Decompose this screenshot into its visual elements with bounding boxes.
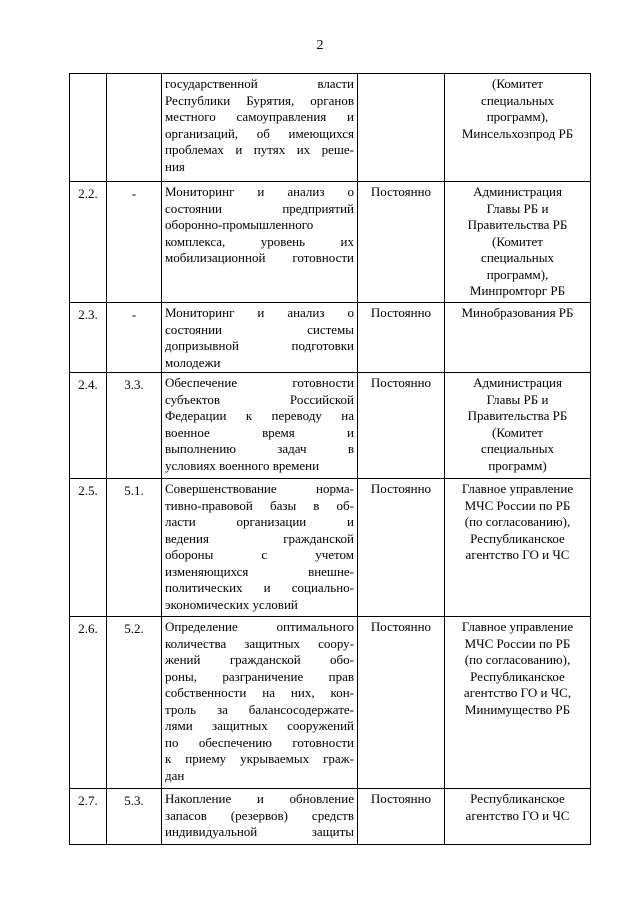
responsible-party-line: (Комитет [492,424,543,440]
description-line: Накопление и обновление [165,791,354,806]
description-line: проблемах и путях их реше- [165,142,354,157]
responsible-party-cell [445,74,591,182]
description-line: Мониторинг и анализ о [165,305,354,320]
description-line: оборонно-промышленного [165,217,314,232]
description-line: ведения гражданской [165,530,354,546]
responsible-party-cell [445,303,591,373]
reference-number-cell: - [107,303,162,373]
description-line: условиях военного времени [165,457,320,473]
description-line: политических и социально- [165,580,354,595]
responsible-party-line: программ), [486,109,549,124]
table-row [70,182,591,303]
description-line: Определение оптимального [165,619,354,634]
responsible-party-line: специальных [481,250,554,265]
description-line: обороны с учетом [165,547,354,562]
plan-table [69,73,591,845]
deadline-cell: Постоянно [358,182,445,303]
responsible-party-line: Администрация [473,184,562,199]
deadline-cell [358,74,445,182]
responsible-party-line: Минпромторг РБ [469,283,566,298]
description-line: жений гражданской обо- [165,652,354,667]
description-line: экономических условий [165,596,298,612]
description-line: запасов (резервов) средств [165,807,354,823]
responsible-party-line: агентство ГО и ЧС, [463,685,572,700]
reference-number-cell: 3.3. [107,373,162,479]
description-line: местного самоуправления и [165,109,354,124]
table-row [70,74,591,182]
table-row [70,373,591,479]
table-row [70,617,591,789]
responsible-party-cell [445,373,591,479]
responsible-party-line: Главы РБ и [486,200,549,216]
responsible-party-line: МЧС России по РБ [464,497,571,513]
description-line: индивидуальной защиты [165,824,354,839]
responsible-party-line: Минимущество РБ [464,701,571,717]
activity-description-cell [162,617,358,789]
responsible-party-cell [445,479,591,617]
row-number-cell: 2.7. [70,789,107,845]
responsible-party-line: Республиканское [470,530,565,546]
deadline-cell: Постоянно [358,789,445,845]
reference-number-cell: 5.3. [107,789,162,845]
description-line: ния [165,158,185,174]
responsible-party-line: (Комитет [492,76,543,91]
description-line: количества защитных соору- [165,635,354,651]
description-line: выполнению задач в [165,441,354,456]
description-line: мобилизационной готовности [165,250,354,265]
responsible-party-line: Республиканское [470,791,565,806]
description-line: к приему укрываемых граж- [165,751,354,766]
responsible-party-line: (по согласованию), [464,652,571,667]
responsible-party-line: Правительства РБ [467,217,568,232]
reference-number-cell [107,74,162,182]
responsible-party-line: Правительства РБ [467,408,568,423]
responsible-party-line: Главное управление [461,481,574,496]
table-row [70,789,591,845]
description-line: молодежи [165,354,221,370]
responsible-party-line: (Комитет [492,233,543,249]
description-line: Федерации к переводу на [165,408,354,423]
description-line: по обеспечению готовности [165,734,354,750]
activity-description-cell [162,182,358,303]
responsible-party-cell [445,182,591,303]
reference-number-cell: - [107,182,162,303]
page-number: 2 [316,38,324,53]
activity-description-cell [162,303,358,373]
description-line: комплекса, уровень их [165,233,354,249]
description-line: Обеспечение готовности [165,375,354,390]
plan-table-body [70,74,591,845]
responsible-party-line: агентство ГО и ЧС [465,807,570,823]
deadline-cell: Постоянно [358,617,445,789]
responsible-party-line: Главное управление [461,619,574,634]
responsible-party-line: Минсельхозпрод РБ [461,125,574,141]
activity-description-cell [162,789,358,845]
responsible-party-line: специальных [481,441,554,456]
row-number-cell [70,74,107,182]
deadline-cell: Постоянно [358,373,445,479]
description-line: допризывной подготовки [165,338,354,353]
description-line: троль за балансосодержате- [165,701,354,717]
table-row [70,303,591,373]
description-line: Совершенствование норма- [165,481,354,496]
row-number-cell: 2.6. [70,617,107,789]
responsible-party-line: программ), [486,266,549,282]
activity-description-cell [162,373,358,479]
activity-description-cell [162,479,358,617]
description-line: военное время и [165,424,354,440]
responsible-party-line: (по согласованию), [464,514,571,529]
description-line: состоянии системы [165,321,354,337]
description-line: изменяющихся внешне- [165,563,354,579]
responsible-party-line: Главы РБ и [486,391,549,407]
description-line: состоянии предприятий [165,200,354,216]
description-line: лями защитных сооружений [165,718,354,733]
responsible-party-line: МЧС России по РБ [464,635,571,651]
reference-number-cell: 5.1. [107,479,162,617]
description-line: Мониторинг и анализ о [165,184,354,199]
responsible-party-line: программ) [488,457,547,473]
table-row [70,479,591,617]
description-line: субъектов Российской [165,391,354,407]
row-number-cell: 2.4. [70,373,107,479]
responsible-party-line: Минобразования РБ [461,305,574,320]
reference-number-cell: 5.2. [107,617,162,789]
description-line: дан [165,767,185,783]
responsible-party-cell [445,789,591,845]
responsible-party-cell [445,617,591,789]
row-number-cell: 2.3. [70,303,107,373]
description-line: роны, разграничение прав [165,668,354,684]
responsible-party-line: Республиканское [470,668,565,684]
description-line: государственной власти [165,76,354,91]
description-line: тивно-правовой базы в об- [165,497,354,513]
description-line: Республики Бурятия, органов [165,92,354,108]
responsible-party-line: Администрация [473,375,562,390]
description-line: организаций, об имеющихся [165,125,354,141]
deadline-cell: Постоянно [358,303,445,373]
description-line: собственности на них, кон- [165,685,354,700]
description-line: ласти организации и [165,514,354,529]
row-number-cell: 2.2. [70,182,107,303]
responsible-party-line: агентство ГО и ЧС [465,547,570,562]
activity-description-cell [162,74,358,182]
responsible-party-line: специальных [481,92,554,108]
row-number-cell: 2.5. [70,479,107,617]
deadline-cell: Постоянно [358,479,445,617]
